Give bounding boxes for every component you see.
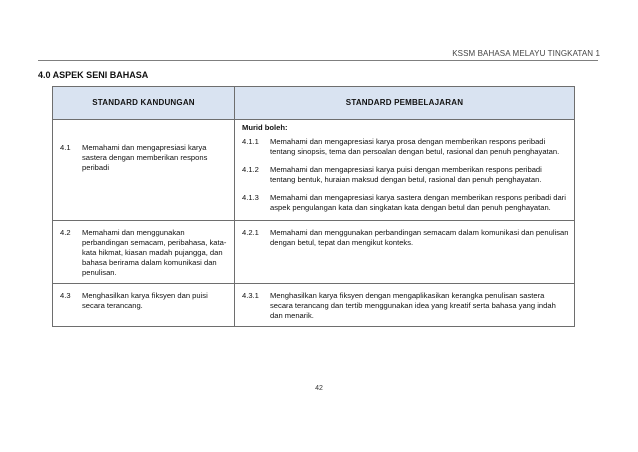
table-header-row <box>53 87 575 120</box>
murid-boleh-label: Murid boleh: <box>242 123 288 132</box>
column-header-kandungan: STANDARD KANDUNGAN <box>53 87 235 120</box>
kandungan-cell <box>53 221 235 284</box>
pembelajaran-text: Memahami dan mengapresiasi karya prosa dengan memberikan respons peribadi tentang sinopsis, tema dan persoalan dengan betul, rasional dan penuh penghayatan. <box>270 137 560 156</box>
pembelajaran-number: 4.1.2 <box>242 165 259 174</box>
pembelajaran-number: 4.2.1 <box>242 228 259 237</box>
pembelajaran-text: Memahami dan menggunakan perbandingan semacam dalam komunikasi dan penulisan dengan betul, tepat dan mengikut konteks. <box>270 228 569 247</box>
standards-table <box>52 86 575 327</box>
page-number: 42 <box>315 385 323 392</box>
column-header-pembelajaran: STANDARD PEMBELAJARAN <box>235 87 575 120</box>
pembelajaran-cell <box>235 284 575 327</box>
pembelajaran-text: Menghasilkan karya fiksyen dengan mengaplikasikan kerangka penulisan sastera secara terancang dan tertib menggunakan idea yang kreatif serta bahasa yang indah dan menarik. <box>270 291 556 320</box>
pembelajaran-number: 4.1.3 <box>242 193 259 202</box>
section-title: 4.0 ASPEK SENI BAHASA <box>38 70 149 80</box>
header-rule <box>38 60 598 61</box>
kandungan-text: Memahami dan mengapresiasi karya sastera dengan memberikan respons peribadi <box>82 143 208 172</box>
pembelajaran-cell <box>235 120 575 221</box>
pembelajaran-number: 4.3.1 <box>242 291 259 300</box>
table-row <box>53 120 575 221</box>
kandungan-text: Menghasilkan karya fiksyen dan puisi secara terancang. <box>82 291 208 310</box>
table-row <box>53 284 575 327</box>
kandungan-number: 4.3 <box>60 291 71 300</box>
kandungan-number: 4.1 <box>60 143 71 152</box>
pembelajaran-number: 4.1.1 <box>242 137 259 146</box>
kandungan-cell <box>53 120 235 221</box>
kandungan-cell <box>53 284 235 327</box>
running-header: KSSM BAHASA MELAYU TINGKATAN 1 <box>452 49 600 58</box>
table-row <box>53 221 575 284</box>
pembelajaran-text: Memahami dan mengapresiasi karya sastera dengan memberikan respons peribadi dari aspek pengulangan kata dan singkatan kata dengan betul dan penuh penghayatan. <box>270 193 566 212</box>
pembelajaran-cell <box>235 221 575 284</box>
kandungan-number: 4.2 <box>60 228 71 237</box>
pembelajaran-text: Memahami dan mengapresiasi karya puisi dengan memberikan respons peribadi tentang bentuk, huraian maksud dengan betul, rasional dan penuh penghayatan. <box>270 165 542 184</box>
kandungan-text: Memahami dan menggunakan perbandingan semacam, peribahasa, kata-kata hikmat, kiasan madah pujangga, dan bahasa berirama dalam komunikasi dan penulisan. <box>82 228 227 277</box>
